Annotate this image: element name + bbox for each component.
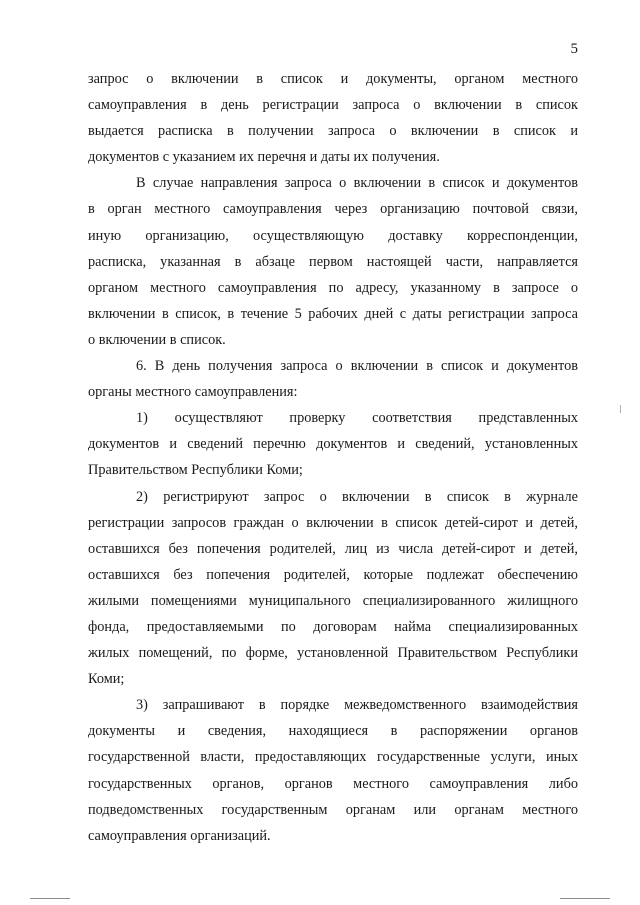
text-line: в орган местного самоуправления через организацию почтовой связи, xyxy=(88,201,578,218)
paragraph xyxy=(88,66,578,170)
document-body xyxy=(88,66,578,849)
text-line: документов с указанием их перечня и даты их получения. xyxy=(88,149,440,166)
text-line: запрос о включении в список и документы, органом местного xyxy=(88,71,578,87)
text-line: оставшихся без попечения родителей, которые подлежат обеспечению xyxy=(88,566,578,583)
text-line: органы местного самоуправления: xyxy=(88,384,298,401)
text-line: 6. В день получения запроса о включении в список и документов xyxy=(136,358,578,375)
paragraph xyxy=(88,484,578,693)
text-line: подведомственных государственным органам или органам местного xyxy=(88,801,578,818)
scan-artifact xyxy=(620,405,621,413)
scan-artifact xyxy=(560,898,610,899)
text-line: жилых помещений, по форме, установленной Правительством Республики xyxy=(88,645,578,662)
text-line: расписка, указанная в абзаце первом настоящей части, направляется xyxy=(88,253,578,270)
text-line: документов и сведений перечню документов и сведений, установленных xyxy=(88,436,578,453)
text-line: Правительством Республики Коми; xyxy=(88,462,303,479)
text-line: Коми; xyxy=(88,671,125,688)
text-line: фонда, предоставляемыми по договорам найма специализированных xyxy=(88,618,578,635)
text-line: 2) регистрируют запрос о включении в список в журнале xyxy=(136,488,578,505)
text-line: самоуправления в день регистрации запроса о включении в список xyxy=(88,97,578,114)
scan-artifact xyxy=(30,898,70,899)
text-line: о включении в список. xyxy=(88,331,226,348)
text-line: жилыми помещениями муниципального специализированного жилищного xyxy=(88,592,578,609)
text-line: государственной власти, предоставляющих государственные услуги, иных xyxy=(88,749,578,766)
paragraph xyxy=(88,353,578,405)
paragraph xyxy=(88,170,578,353)
text-line: самоуправления организаций. xyxy=(88,827,271,844)
text-line: регистрации запросов граждан о включении в список детей-сирот и детей, xyxy=(88,514,578,531)
text-line: В случае направления запроса о включении в список и документов xyxy=(136,175,578,192)
text-line: выдается расписка в получении запроса о включении в список и xyxy=(88,123,578,140)
text-line: 1) осуществляют проверку соответствия представленных xyxy=(136,410,578,427)
text-line: 3) запрашивают в порядке межведомственного взаимодействия xyxy=(136,697,578,714)
text-line: документы и сведения, находящиеся в распоряжении органов xyxy=(88,723,578,740)
paragraph xyxy=(88,405,578,483)
text-line: органом местного самоуправления по адресу, указанному в запросе о xyxy=(88,279,578,296)
page-number: 5 xyxy=(570,41,578,57)
text-line: оставшихся без попечения родителей, лиц из числа детей-сирот и детей, xyxy=(88,540,578,557)
paragraph xyxy=(88,692,578,849)
text-line: включении в список, в течение 5 рабочих дней с даты регистрации запроса xyxy=(88,305,578,322)
text-line: государственных органов, органов местного самоуправления либо xyxy=(88,775,578,792)
text-line: иную организацию, осуществляющую доставку корреспонденции, xyxy=(88,227,578,244)
